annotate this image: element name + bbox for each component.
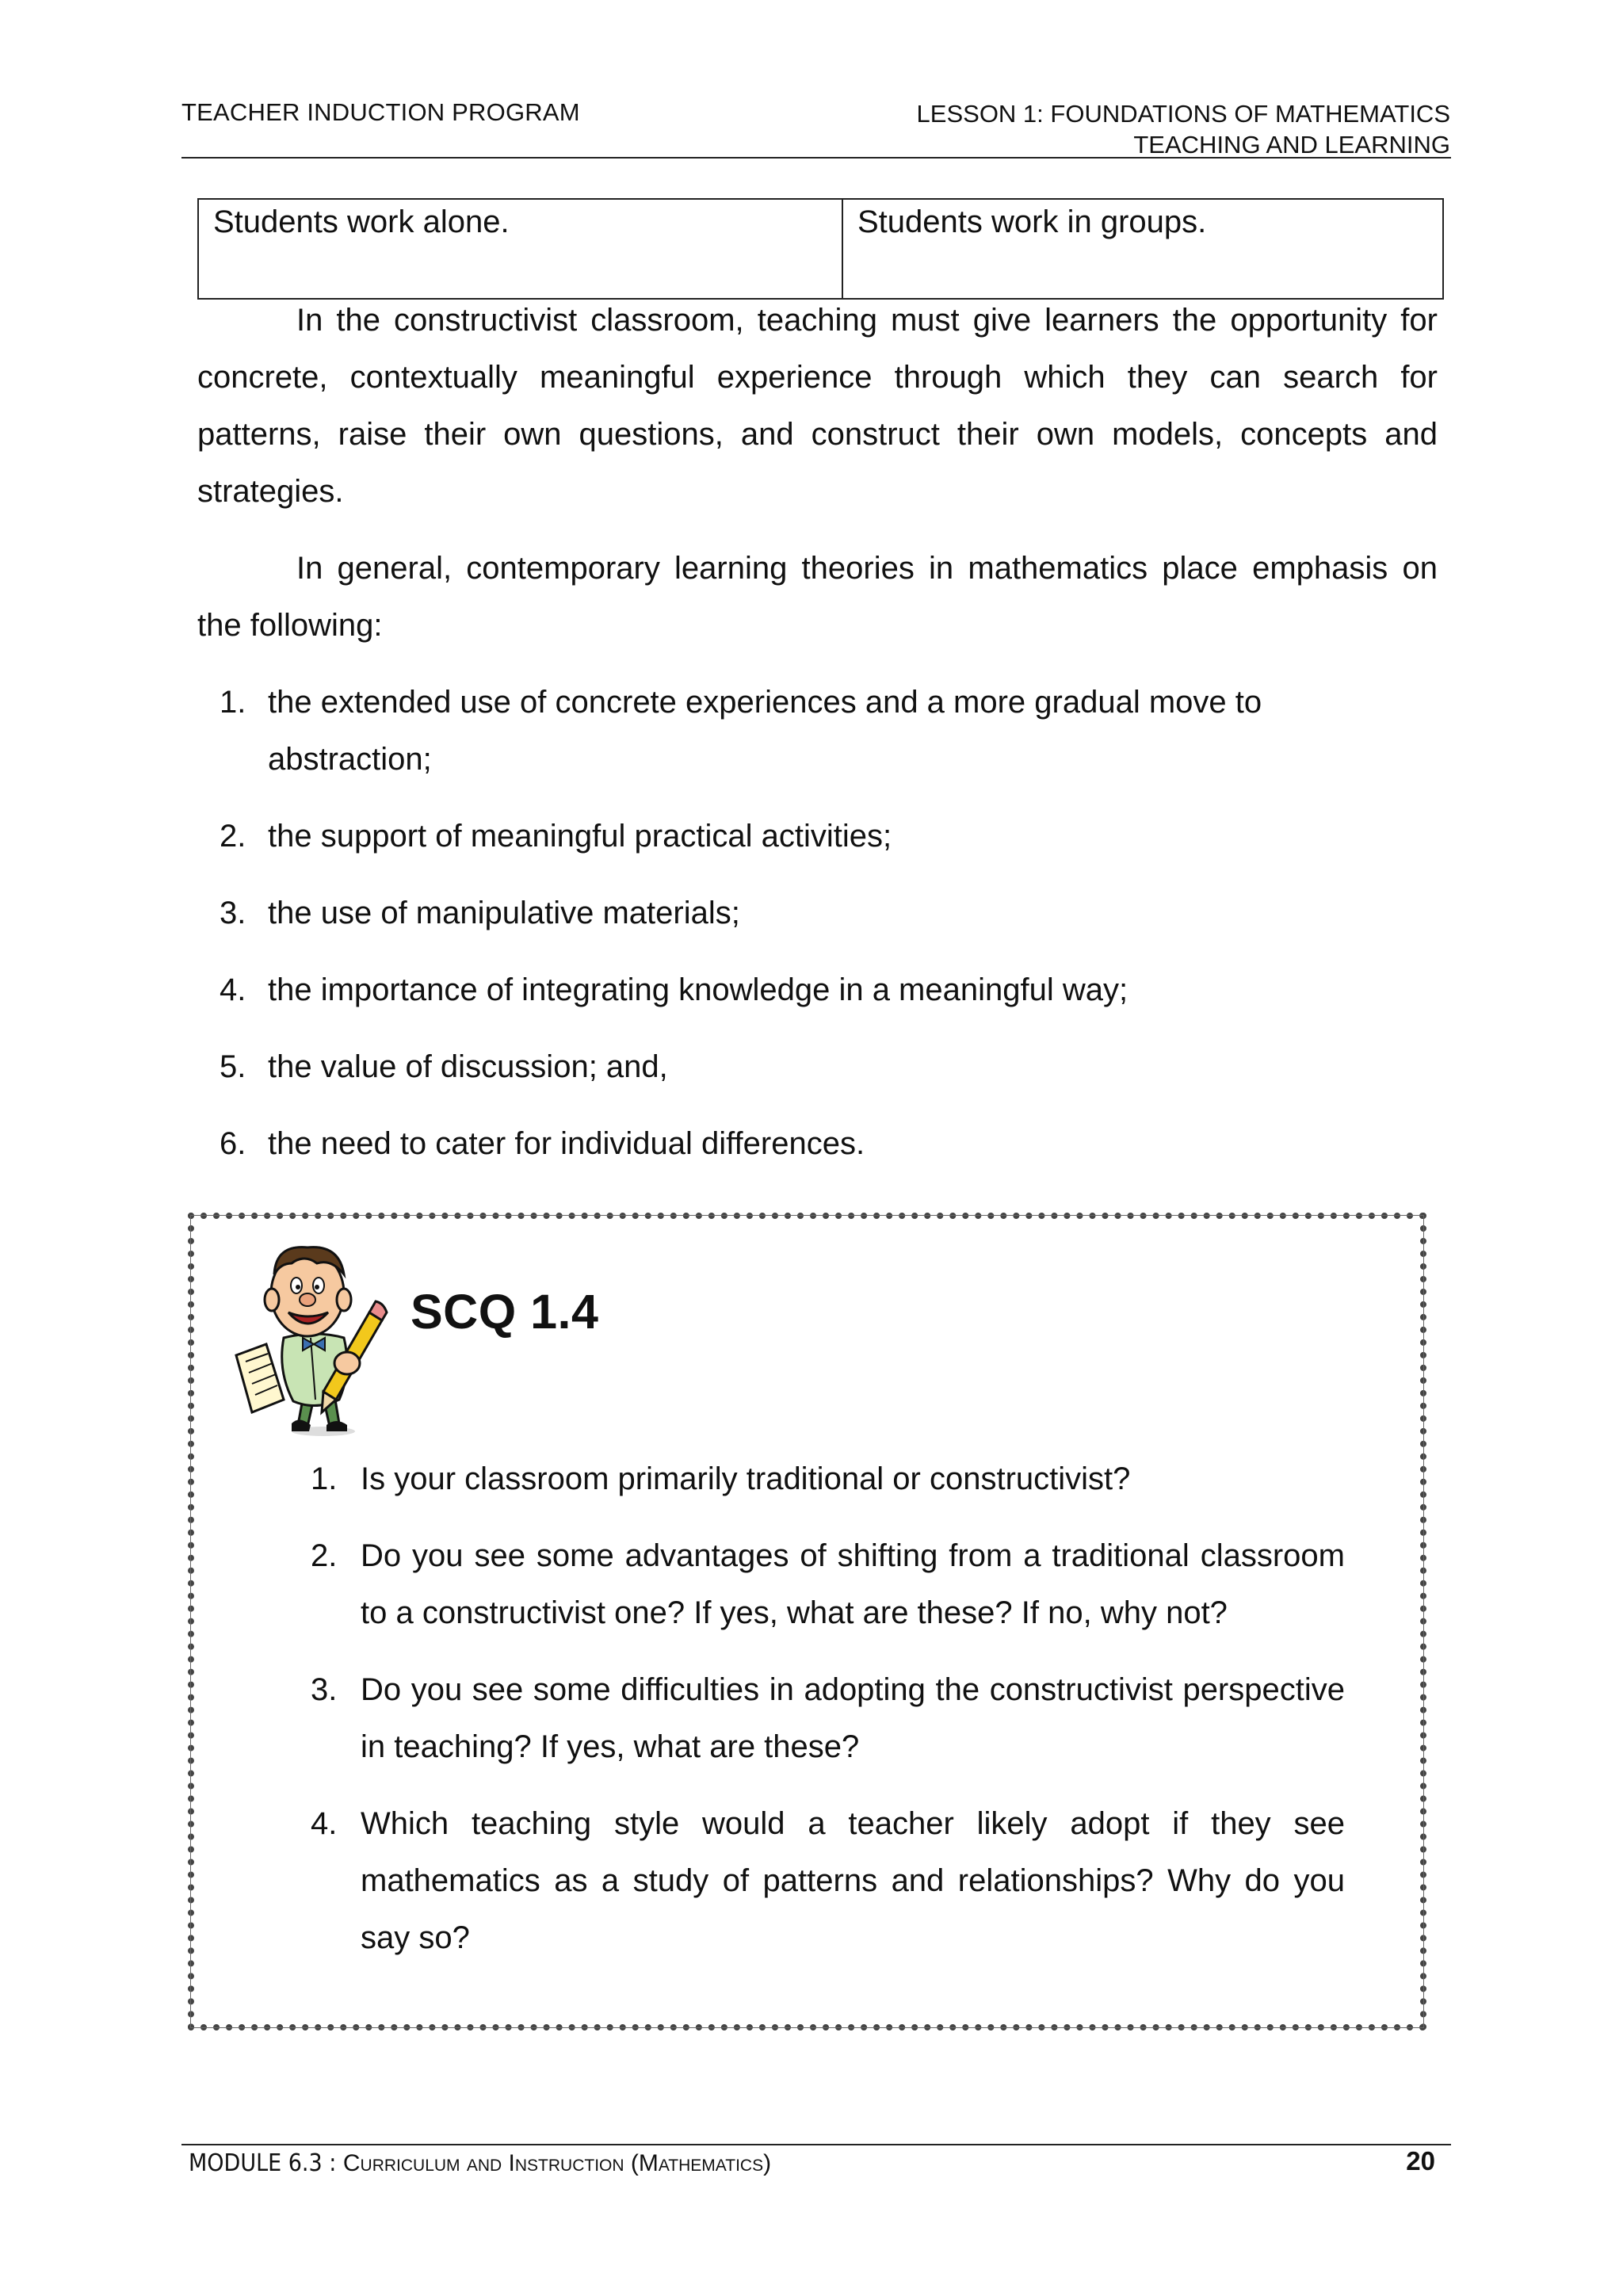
paragraph-constructivist-classroom: In the constructivist classroom, teaching must give learners the opportunity for concrete, contextually meaningful experience through which they can search for patterns, raise their own questions, and construct their own models, concepts and strategies.: [197, 303, 1438, 509]
cartoon-teacher-with-pencil-icon: [228, 1236, 391, 1438]
list-item: 5. the value of discussion; and,: [220, 1049, 668, 1084]
scq-question-list: [299, 1450, 1345, 1986]
scq-title: SCQ 1.4: [411, 1285, 599, 1339]
list-item: 4. the importance of integrating knowledge in a meaningful way;: [220, 972, 1128, 1007]
footer-divider: [181, 2144, 1451, 2145]
running-header-program: TEACHER INDUCTION PROGRAM: [181, 98, 580, 126]
lesson-title-line-1: LESSON 1: FOUNDATIONS OF MATHEMATICS: [916, 100, 1450, 128]
module-number: MODULE 6.3 :: [189, 2149, 343, 2177]
header-divider: [181, 157, 1451, 159]
comparison-table-row: [197, 198, 1444, 300]
paragraph-learning-theories: In general, contemporary learning theories in mathematics place emphasis on the following:: [197, 551, 1438, 643]
list-item: 2. the support of meaningful practical activities;: [220, 819, 892, 854]
module-title: Curriculum and Instruction (Mathematics): [342, 2150, 772, 2176]
page-number: 20: [1406, 2146, 1435, 2176]
table-row: [198, 199, 1443, 299]
lesson-title-line-2: TEACHING AND LEARNING: [1133, 131, 1450, 159]
list-item: 6. the need to cater for individual differences.: [220, 1126, 865, 1161]
running-footer-module: [189, 2149, 771, 2177]
list-item: 2. Do you see some advantages of shifting from a traditional classroom to a constructivist one? If yes, what are these? If no, why not?: [311, 1538, 1345, 1630]
traditional-cell: Students work alone.: [198, 199, 842, 299]
list-item: 4. Which teaching style would a teacher likely adopt if they see mathematics as a study of patterns and relationships? Why do you say so?: [311, 1806, 1345, 1955]
list-item: 1. the extended use of concrete experiences and a more gradual move to abstraction;: [220, 685, 1262, 777]
list-item: 3. Do you see some difficulties in adopting the constructivist perspective in teaching? If yes, what are these?: [311, 1672, 1345, 1764]
constructivist-cell: Students work in groups.: [842, 199, 1443, 299]
list-item: 1. Is your classroom primarily traditional or constructivist?: [311, 1461, 1131, 1496]
list-item: 3. the use of manipulative materials;: [220, 896, 740, 930]
emphasis-list: [197, 674, 1434, 1192]
running-header-lesson: [917, 98, 1450, 160]
